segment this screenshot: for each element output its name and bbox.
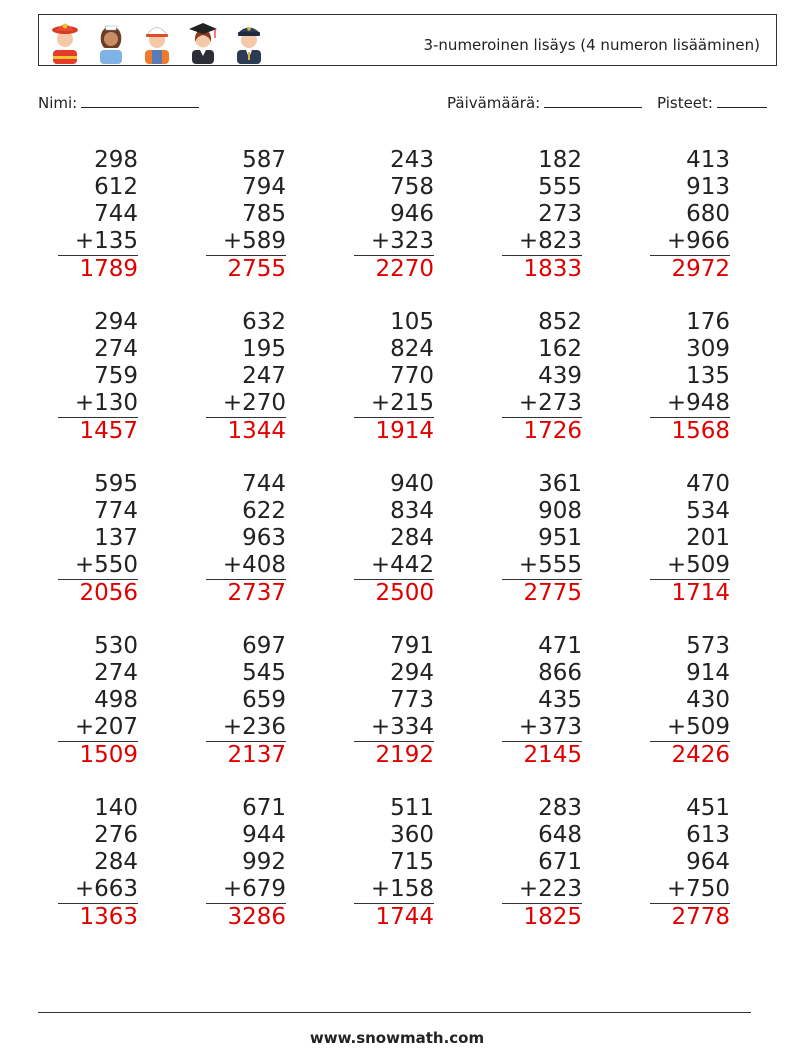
addition-problem (354, 309, 434, 445)
addend-1: 671 (242, 795, 286, 821)
answer: 2137 (227, 742, 286, 768)
addition-problem (650, 795, 730, 931)
addend-4: +442 (354, 552, 434, 580)
addend-4: +550 (58, 552, 138, 580)
addend-2: 613 (686, 822, 730, 848)
answer: 1744 (375, 904, 434, 930)
score-blank[interactable] (717, 93, 767, 108)
footer-divider (38, 1012, 751, 1013)
answer: 1714 (671, 580, 730, 606)
answer: 2778 (671, 904, 730, 930)
addend-2: 866 (538, 660, 582, 686)
addend-3: 498 (94, 687, 138, 713)
addend-4: +408 (206, 552, 286, 580)
addend-4: +750 (650, 876, 730, 904)
addend-3: 273 (538, 201, 582, 227)
addend-4: +323 (354, 228, 434, 256)
addend-3: 770 (390, 363, 434, 389)
addend-2: 534 (686, 498, 730, 524)
addend-3: 946 (390, 201, 434, 227)
answer: 1726 (523, 418, 582, 444)
answer: 2056 (79, 580, 138, 606)
avatar-strip (45, 18, 269, 64)
addend-4: +589 (206, 228, 286, 256)
date-field[interactable] (447, 93, 642, 112)
addend-1: 697 (242, 633, 286, 659)
addend-4: +158 (354, 876, 434, 904)
addend-3: 680 (686, 201, 730, 227)
answer: 1344 (227, 418, 286, 444)
date-label: Päivämäärä: (447, 94, 541, 112)
addition-problem (206, 309, 286, 445)
addition-problem (58, 633, 138, 769)
addend-2: 545 (242, 660, 286, 686)
addend-1: 283 (538, 795, 582, 821)
addend-3: 284 (390, 525, 434, 551)
addend-3: 439 (538, 363, 582, 389)
addend-2: 274 (94, 336, 138, 362)
addend-3: 671 (538, 849, 582, 875)
addend-4: +223 (502, 876, 582, 904)
addend-1: 471 (538, 633, 582, 659)
addend-1: 140 (94, 795, 138, 821)
addend-3: 284 (94, 849, 138, 875)
addend-1: 361 (538, 471, 582, 497)
name-blank[interactable] (81, 93, 199, 108)
answer: 1509 (79, 742, 138, 768)
addend-1: 940 (390, 471, 434, 497)
addition-problem (502, 309, 582, 445)
answer: 1457 (79, 418, 138, 444)
answer: 2270 (375, 256, 434, 282)
answer: 2426 (671, 742, 730, 768)
addition-problem (650, 147, 730, 283)
score-label: Pisteet: (657, 94, 713, 112)
firefighter-icon (45, 18, 85, 64)
addition-problem (58, 147, 138, 283)
addend-4: +373 (502, 714, 582, 742)
graduate-icon (183, 18, 223, 64)
addend-3: 201 (686, 525, 730, 551)
addend-2: 612 (94, 174, 138, 200)
addend-4: +207 (58, 714, 138, 742)
addend-4: +555 (502, 552, 582, 580)
addend-1: 744 (242, 471, 286, 497)
addend-1: 511 (390, 795, 434, 821)
addition-problem (354, 147, 434, 283)
answer: 2145 (523, 742, 582, 768)
addend-2: 162 (538, 336, 582, 362)
addend-3: 137 (94, 525, 138, 551)
addend-4: +135 (58, 228, 138, 256)
addend-4: +948 (650, 390, 730, 418)
name-field[interactable] (38, 93, 199, 112)
answer: 2972 (671, 256, 730, 282)
nurse-icon (91, 18, 131, 64)
addition-problem (206, 633, 286, 769)
pilot-icon (229, 18, 269, 64)
addend-2: 794 (242, 174, 286, 200)
addend-4: +663 (58, 876, 138, 904)
addend-2: 824 (390, 336, 434, 362)
addend-3: 951 (538, 525, 582, 551)
score-field[interactable] (657, 93, 767, 112)
addend-3: 785 (242, 201, 286, 227)
addend-4: +215 (354, 390, 434, 418)
addition-problem (206, 795, 286, 931)
addend-4: +130 (58, 390, 138, 418)
addend-3: 659 (242, 687, 286, 713)
answer: 2737 (227, 580, 286, 606)
addend-1: 294 (94, 309, 138, 335)
addend-4: +509 (650, 714, 730, 742)
addend-4: +823 (502, 228, 582, 256)
addend-4: +509 (650, 552, 730, 580)
addend-2: 360 (390, 822, 434, 848)
addition-problem (502, 147, 582, 283)
answer: 3286 (227, 904, 286, 930)
date-blank[interactable] (544, 93, 642, 108)
addend-3: 963 (242, 525, 286, 551)
name-label: Nimi: (38, 94, 78, 112)
addend-4: +334 (354, 714, 434, 742)
addend-1: 413 (686, 147, 730, 173)
addend-1: 587 (242, 147, 286, 173)
addend-1: 298 (94, 147, 138, 173)
answer: 1833 (523, 256, 582, 282)
addend-3: 430 (686, 687, 730, 713)
addend-2: 294 (390, 660, 434, 686)
addend-3: 715 (390, 849, 434, 875)
addend-2: 908 (538, 498, 582, 524)
addend-1: 470 (686, 471, 730, 497)
addend-4: +273 (502, 390, 582, 418)
addend-1: 595 (94, 471, 138, 497)
answer: 2755 (227, 256, 286, 282)
addend-2: 913 (686, 174, 730, 200)
construction-worker-icon (137, 18, 177, 64)
addend-3: 992 (242, 849, 286, 875)
addition-problem (58, 309, 138, 445)
addend-2: 555 (538, 174, 582, 200)
addend-4: +270 (206, 390, 286, 418)
addend-2: 648 (538, 822, 582, 848)
addend-3: 964 (686, 849, 730, 875)
addend-2: 309 (686, 336, 730, 362)
addend-3: 744 (94, 201, 138, 227)
addend-2: 276 (94, 822, 138, 848)
addend-1: 791 (390, 633, 434, 659)
addition-problem (206, 471, 286, 607)
worksheet-title: 3-numeroinen lisäys (4 numeron lisääminen) (423, 36, 760, 54)
addition-problem (206, 147, 286, 283)
addend-3: 135 (686, 363, 730, 389)
addition-problem (650, 471, 730, 607)
addend-3: 759 (94, 363, 138, 389)
addition-problem (58, 795, 138, 931)
worksheet-header (38, 14, 777, 66)
addend-2: 834 (390, 498, 434, 524)
addend-3: 247 (242, 363, 286, 389)
addition-problem (354, 795, 434, 931)
addend-4: +966 (650, 228, 730, 256)
addend-3: 773 (390, 687, 434, 713)
addend-2: 274 (94, 660, 138, 686)
footer-site: www.snowmath.com (309, 1029, 485, 1047)
answer: 1914 (375, 418, 434, 444)
addend-2: 944 (242, 822, 286, 848)
addition-problem (650, 309, 730, 445)
addend-4: +236 (206, 714, 286, 742)
addition-problem (354, 633, 434, 769)
addition-problem (502, 795, 582, 931)
answer: 2192 (375, 742, 434, 768)
addend-2: 622 (242, 498, 286, 524)
answer: 2775 (523, 580, 582, 606)
addend-2: 195 (242, 336, 286, 362)
addend-1: 243 (390, 147, 434, 173)
answer: 2500 (375, 580, 434, 606)
answer: 1789 (79, 256, 138, 282)
addend-2: 774 (94, 498, 138, 524)
addition-problem (502, 633, 582, 769)
addend-2: 758 (390, 174, 434, 200)
addend-1: 451 (686, 795, 730, 821)
addend-2: 914 (686, 660, 730, 686)
addend-1: 530 (94, 633, 138, 659)
addend-1: 182 (538, 147, 582, 173)
addend-1: 573 (686, 633, 730, 659)
addend-1: 105 (390, 309, 434, 335)
addend-1: 632 (242, 309, 286, 335)
addition-problem (650, 633, 730, 769)
addend-1: 852 (538, 309, 582, 335)
addition-problem (58, 471, 138, 607)
addend-3: 435 (538, 687, 582, 713)
answer: 1363 (79, 904, 138, 930)
addend-4: +679 (206, 876, 286, 904)
answer: 1825 (523, 904, 582, 930)
answer: 1568 (671, 418, 730, 444)
addend-1: 176 (686, 309, 730, 335)
addition-problem (502, 471, 582, 607)
addition-problem (354, 471, 434, 607)
